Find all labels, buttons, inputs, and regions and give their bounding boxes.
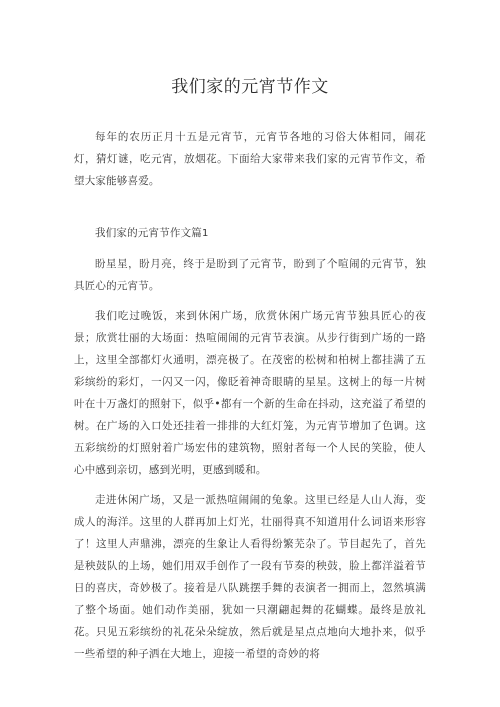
- intro-paragraph: 每年的农历正月十五是元宵节，元宵节各地的习俗大体相同，闹花灯，猜灯谜，吃元宵，放烟花。下面给大家带来我们家的元宵节作文，希望大家能够喜爱。: [74, 131, 426, 187]
- section-heading-text: 我们家的元宵节作文篇: [95, 227, 202, 239]
- section-heading: [74, 222, 426, 245]
- body-paragraph: 走进休闲广场，又是一派热喧闹闹的兔象。这里已经是人山人海，变成人的海洋。这里的人群再加上灯光，壮丽得真不知道用什么词语来形容了！这里人声鼎沸，漂亮的生象让人看得纷繁芜杂了。节目起先了，首先是秧鼓队的上场，她们用双手创作了一段有节奏的秧鼓，脸上都洋溢着节日的喜庆，奇妙极了。接着是八队跳摆手舞的表演者一拥而上，忽然填满了整个场面。她们动作美丽，犹如一只潮翩起舞的花蝴蝶。最终是放礼花。只见五彩缤纷的礼花朵朵绽放，然后就是星点点地向大地扑来，似乎一些希望的种子洒在大地上，迎接一希望的奇妙的将: [74, 494, 426, 660]
- body-paragraph: 我们吃过晚饭，来到休闲广场，欣赏休闲广场元宵节独具匠心的夜景；欣赏壮丽的大场面：热喧闹闹的元宵节表演。从步行街到广场的一路上，这里全部都灯火通明，漂亮极了。在茂密的松树和柏树上都挂满了五彩缤纷的彩灯，一闪又一闪，像眨着神奇眼睛的星星。这树上的每一片树叶在十万盏灯的照射下，似乎•都有一个新的生命在抖动，这充溢了希望的树。在广场的入口处还挂着一排排的大红灯笼，为元宵节增加了色调。这五彩缤纷的灯照射着广场宏伟的建筑物，照射者每一个人民的笑脸，使人心中感到亲切，感到光明，更感到暖和。: [74, 310, 426, 476]
- section-heading-number: 1: [202, 228, 209, 239]
- document-title: 我们家的元宵节作文: [171, 77, 329, 97]
- body-paragraph: 盼星星，盼月亮，终于是盼到了元宵节，盼到了个喧闹的元宵节，独具匠心的元宵节。: [74, 258, 426, 292]
